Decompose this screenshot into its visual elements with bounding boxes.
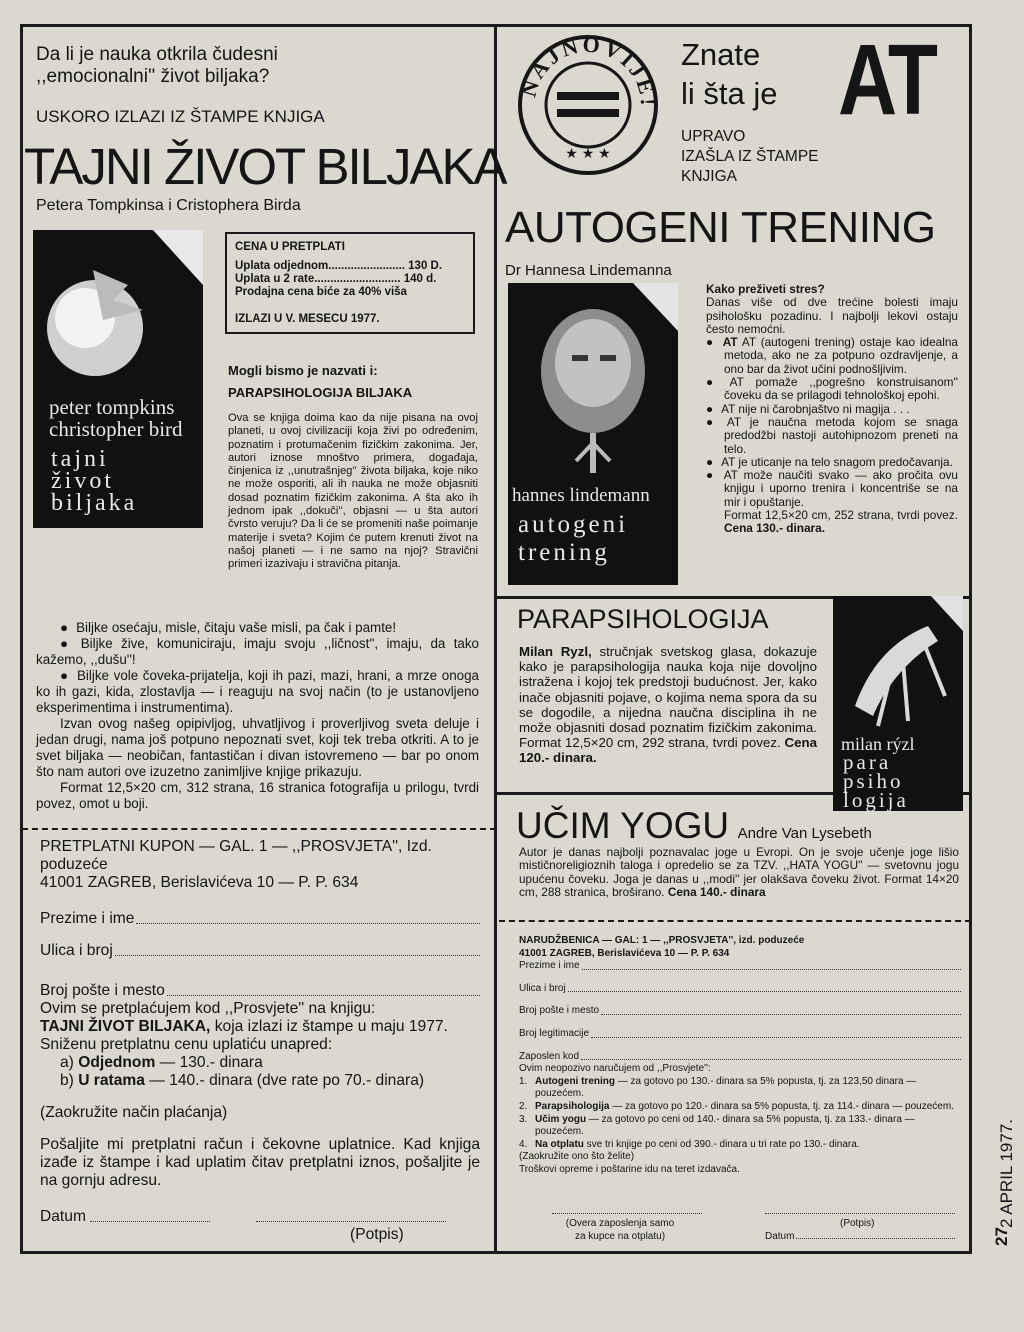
order-signature-label: (Potpis): [840, 1218, 875, 1229]
cover-autogeni: [508, 283, 678, 585]
post-field[interactable]: Broj pošte i mesto: [40, 982, 480, 1000]
mogli-heading: Mogli bismo je nazvati i:: [228, 363, 378, 378]
order-id-field[interactable]: Broj legitimacije: [519, 1028, 961, 1041]
coupon: [40, 838, 480, 1244]
page-number: 27: [992, 1227, 1011, 1246]
column-text: Ova se knjiga doima kao da nije pisana na ovoj planeti, u ovoj civilizaciji koja živi po određenim, poznatim i protumačenim fizičkim zakonima. Jer, autori iznose mnoštvo primera, događaja, činjenica iz ,,unutrašnjeg'' života biljaka, koje niko ne može osporiti, ali ih nauka ne može objasniti dosad poznatim fizičkim zakonima. A šta ako ih jednom ipak ,,dokuči'', objasni — u šta autori čvrsto veruju? Da li će se promeniti naše poimanje materije i sveta? Kojim će putem krenuti život na našoj planeti — i ne samo na njoj? Stravični primeri izazivaju i stravična pitanja.: [228, 412, 478, 571]
bullet-1: ● Biljke osećaju, misle, čitaju vaše misli, pa čak i pamte!: [36, 620, 479, 636]
cover-title-1: tajni: [51, 446, 109, 472]
stress-question: Kako preživeti stres?: [706, 282, 825, 296]
at-title: AUTOGENI TRENING: [505, 203, 936, 252]
cover-title-3: biljaka: [51, 490, 138, 516]
lista-label: li šta je: [681, 76, 778, 111]
format-line: Format 12,5×20 cm, 312 strana, 16 stranica fotografija u prilogu, tvrdi povez, omot u boji.: [36, 780, 479, 811]
upravo-line-3: KNJIGA: [681, 168, 737, 185]
order-cut-line: [499, 920, 971, 922]
at-author: Dr Hannesa Lindemanna: [505, 262, 672, 279]
body-paragraph: Izvan ovog našeg opipivljog, uhvatljivog i proverljivog sveta deluje i jedan drugi, nama još potpuno nepoznati svet, koji tek treba otkriti. A to je svet biljaka — neobičan, fantastičan i divan istovremeno — bar po onom što nam autori ove izuzetno zanimljive knjige prikazuju.: [36, 716, 479, 779]
order-item-4[interactable]: 4. Na otplatu sve tri knjige po ceni od 390.- dinara u tri rate po 130.- dinara.: [519, 1138, 860, 1150]
cover-parapsihologija: [833, 596, 963, 811]
cover-para-author: milan rýzl: [841, 734, 915, 754]
order-header-1: NARUDŽBENICA — GAL: 1 — ,,PROSVJETA'', izd. poduzeće: [519, 935, 805, 946]
bullet-3: ● Biljke vole čoveka-prijatelja, koji ih pazi, mazi, hrani, a mrze onoga ko ih gazi, kida, zlostavlja — i reaguju na svoj način (to je ustanovljeno eksperimentima i instrumentima).: [36, 668, 479, 716]
cover-para-title-2: psiho: [843, 769, 904, 793]
order-hint: (Zaokružite ono što želite): [519, 1151, 635, 1163]
option-b[interactable]: b) U ratama — 140.- dinara (dve rate po 70.- dinara): [60, 1072, 425, 1089]
pledge-3: Sniženu pretplatnu cenu uplatiću unapred:: [40, 1036, 333, 1053]
price-row-1: Uplata odjednom........................ 130 D.: [235, 260, 443, 272]
order-post-field[interactable]: Broj pošte i mesto: [519, 1005, 961, 1018]
order-date-field[interactable]: Datum: [765, 1231, 955, 1242]
price-heading: CENA U PRETPLATI: [235, 241, 345, 253]
column-divider: [494, 24, 497, 1254]
upravo-line-2: IZAŠLA IZ ŠTAMPE: [681, 148, 819, 165]
soon-label: USKORO IZLAZI IZ ŠTAMPE KNJIGA: [36, 107, 325, 126]
order-stamp-line: [552, 1213, 702, 1214]
para-title: PARAPSIHOLOGIJA: [517, 604, 769, 634]
name-field[interactable]: Prezime i ime: [40, 910, 480, 928]
cover-at-title-2: trening: [518, 539, 610, 566]
price-box: [225, 232, 475, 334]
yoga-description: Autor je danas najbolji poznavalac joge u Evropi. On je svoje učenje joge lišio mističnoreligioznih taloga i opredelio se za TZV. ,,HATA YOGU'' — svetovnu jogu upućenu čoveku. Joga je danas u ,,modi'' jer olakšava čoveku život. Format 14×20 cm, 288 stranica, broširano. Cena 140.- dinara: [519, 845, 959, 900]
signature-label: (Potpis): [350, 1226, 404, 1243]
order-item-1[interactable]: 1. Autogeni trening — za gotovo po 130.- dinara sa 5% popusta, tj. za 123,50 dinara — pouzećem.: [519, 1075, 917, 1100]
cover-para-title-1: para: [843, 750, 892, 774]
najnovije-stamp: [517, 34, 659, 176]
coupon-header-3: 41001 ZAGREB, Berislavićeva 10 — P. P. 634: [40, 874, 359, 891]
para-biljaka-heading: PARAPSIHOLOGIJA BILJAKA: [228, 385, 413, 400]
teaser-line-2: ,,emocionalni'' život biljaka?: [36, 66, 270, 87]
order-employer-field[interactable]: Zaposlen kod: [519, 1051, 961, 1064]
order-shipping-note: Troškovi opreme i poštarine idu na teret izdavača.: [519, 1163, 740, 1175]
order-name-field[interactable]: Prezime i ime: [519, 960, 961, 973]
option-a[interactable]: a) Odjednom — 130.- dinara: [60, 1054, 263, 1071]
stamp-stars: ★ ★ ★: [565, 145, 611, 161]
at-intro: Danas više od dve trećine bolesti imaju psihološku pozadinu. I najbolji lekovi ostaju često nemoćni.: [706, 295, 958, 336]
plant-bullets: [36, 620, 479, 812]
order-stamp-label: (Overa zaposlenja samo za kupce na otplatu): [565, 1218, 675, 1242]
at-description: [706, 283, 958, 536]
znate-label: Znate: [681, 37, 761, 72]
order-item-2[interactable]: 2. Parapsihologija — za gotovo po 120.- dinara sa 5% popusta, tj. za 114.- dinara — pouzećem.: [519, 1100, 954, 1112]
at-bullet-6: ● AT može naučiti svako — ako pročita ovu knjigu i uporno trenira i koncentriše se na mir i opuštanje.: [706, 469, 958, 509]
book-authors: Petera Tompkinsa i Cristophera Birda: [36, 197, 301, 214]
cover-para-title-3: logija: [843, 788, 909, 811]
order-street-field[interactable]: Ulica i broj: [519, 983, 961, 996]
bullet-2: ● Biljke žive, komuniciraju, imaju svoju ,,ličnost'', imaju, da tako kažemo, ,,dušu''!: [36, 636, 479, 668]
coupon-cut-line: [22, 828, 496, 830]
at-bullet-1: ● AT AT (autogeni trening) ostaje kao idealna metoda, ako ne za potpuno ozdravljenje, a ono bar da život učini podnošljivim.: [706, 336, 958, 376]
street-field[interactable]: Ulica i broj: [40, 942, 480, 960]
book-title: TAJNI ŽIVOT BILJAKA: [24, 138, 506, 195]
cover-at-title-1: autogeni: [518, 511, 629, 538]
release-date: IZLAZI U V. MESECU 1977.: [235, 313, 380, 325]
order-header-2: 41001 ZAGREB, Berislavićeva 10 — P. P. 634: [519, 947, 730, 959]
pledge-2: TAJNI ŽIVOT BILJAKA, koja izlazi iz štampe u maju 1977.: [40, 1018, 448, 1035]
at-bullet-3: ● AT nije ni čarobnjaštvo ni magija . . .: [706, 403, 958, 416]
cover-author-1: peter tompkins: [49, 395, 175, 419]
at-bullet-4: ● AT je naučna metoda kojom se snaga predodžbi nastoji autohipnozom preneti na telo.: [706, 416, 958, 456]
order-form: [519, 935, 961, 1177]
payment-hint: (Zaokružite način plaćanja): [40, 1104, 228, 1121]
date-field[interactable]: Datum: [40, 1208, 480, 1226]
cover-at-author: hannes lindemann: [512, 485, 650, 506]
price-row-2: Uplata u 2 rate........................... 140 d.: [235, 273, 437, 285]
send-instructions: Pošaljite mi pretplatni račun i čekovne uplatnice. Kad knjiga izađe iz štampe i kad uplatim čitav pretplatni iznos, pošaljite je na gornju adresu.: [40, 1136, 480, 1189]
at-format: Format 12,5×20 cm, 252 strana, tvrdi povez. Cena 130.- dinara.: [724, 508, 958, 536]
yoga-author: Andre Van Lysebeth: [737, 825, 872, 842]
para-description: Milan Ryzl, stručnjak svetskog glasa, dokazuje kako je parapsihologija nauka koja nije dovoljno istražena i kojoj tek predstoji budućnost. Jer, kako inače objasniti pojave, o kojima nema spora da su se dogodile, a nijedna naučna disciplina ih ne može objasniti dosad poznatim fizičkim zakonima. Format 12,5×20 cm, 292 strana, tvrdi povez. Cena 120.- dinara.: [519, 644, 818, 766]
teaser-line-1: Da li je nauka otkrila čudesni: [36, 44, 278, 65]
at-bullet-5: ● AT je uticanje na telo snagom predočavanja.: [706, 456, 958, 469]
price-row-3: Prodajna cena biće za 40% viša: [235, 286, 407, 298]
cover-title-2: život: [51, 468, 114, 494]
upravo-line-1: UPRAVO: [681, 128, 746, 145]
yoga-title: UČIM YOGU Andre Van Lysebeth: [516, 805, 872, 846]
cover-tajni-zivot: [33, 230, 203, 528]
issue-date: 2 APRIL 1977.: [997, 1118, 1016, 1228]
order-item-3[interactable]: 3. Učim yogu — za gotovo po ceni od 140.- dinara sa 5% popusta, tj. za 133.- dinara — pouzećem.: [519, 1113, 915, 1138]
pledge-1: Ovim se pretplaćujem kod ,,Prosvjete'' na knjigu:: [40, 1000, 376, 1017]
at-bullet-2: ● AT pomaže ,,pogrešno konstruisanom'' čoveku da se prilagodi tehnološkoj epohi.: [706, 376, 958, 403]
stamp-text: NAJNOVIJE!: [517, 34, 659, 109]
coupon-header-1: PRETPLATNI KUPON — GAL. 1 — ,,PROSVJETA'', Izd.: [40, 838, 432, 855]
coupon-header-2: poduzeće: [40, 856, 108, 873]
cover-author-2: christopher bird: [49, 417, 183, 441]
at-big: AT: [838, 24, 935, 136]
order-intro: Ovim neopozivo naručujem od ,,Prosvjete'':: [519, 1063, 711, 1075]
order-signature-line: [765, 1213, 955, 1214]
